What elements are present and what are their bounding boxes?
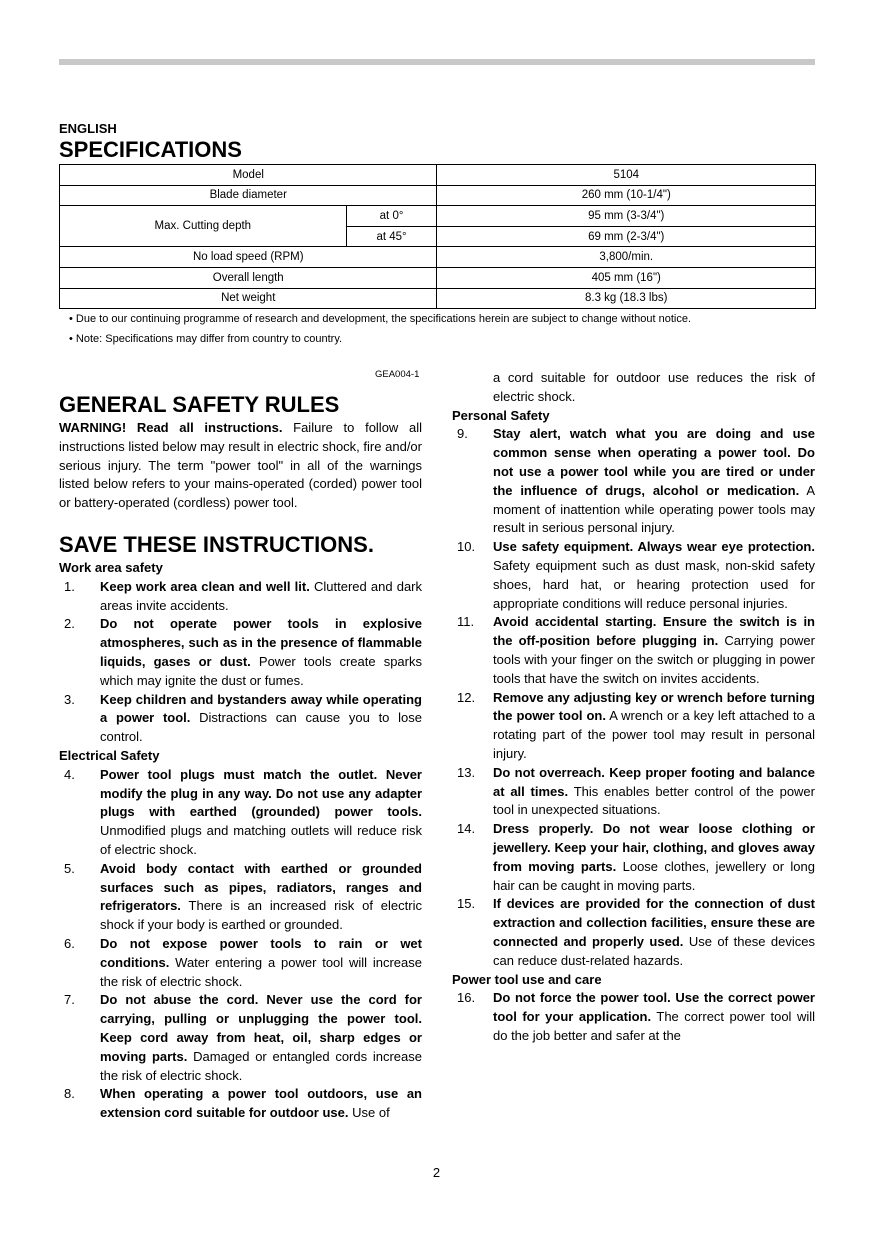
item-text: Cluttered and dark areas invite accidents. — [100, 578, 422, 613]
item-number: 9. — [457, 426, 468, 442]
item-number: 4. — [64, 766, 75, 782]
item-number: 15. — [457, 896, 476, 912]
list-item — [59, 991, 422, 1085]
item-number: 10. — [457, 539, 476, 555]
item-number: 3. — [64, 691, 75, 707]
item-text: Damaged or entangled cords increase the risk of electric shock. — [100, 1048, 422, 1083]
spec-sublabel: at 0° — [346, 206, 437, 227]
item-number: 6. — [64, 935, 75, 951]
left-column — [59, 391, 422, 1123]
item-lead: Avoid body contact with earthed or grounded surfaces such as pipes, radiators, ranges and refrigerators. — [100, 860, 422, 914]
list-item — [452, 895, 815, 970]
item-text: Power tools create sparks which may ignite the dust or fumes. — [100, 653, 422, 688]
spec-label: Net weight — [60, 288, 437, 309]
item-text: Safety equipment such as dust mask, non-skid safety shoes, hard hat, or hearing protection used for appropriate conditions will reduce personal injuries. — [493, 557, 815, 611]
spec-label: Overall length — [60, 267, 437, 288]
list-item — [452, 820, 815, 895]
item-lead: Do not overreach. Keep proper footing and balance at all times. — [493, 764, 815, 799]
warning-lead: WARNING! Read all instructions. — [59, 420, 283, 435]
item-number: 2. — [64, 616, 75, 632]
item-text: Unmodified plugs and matching outlets will reduce risk of electric shock. — [100, 823, 422, 857]
item-lead: When operating a power tool outdoors, use an extension cord suitable for outdoor use. — [100, 1086, 422, 1121]
spec-value: 69 mm (2-3/4") — [437, 226, 816, 247]
document-code: GEA004-1 — [375, 369, 420, 380]
list-item — [452, 538, 815, 613]
item-number: 5. — [64, 860, 75, 876]
item-lead: Remove any adjusting key or wrench before turning the power tool on. — [493, 689, 815, 724]
item-lead: Use safety equipment. Always wear eye protection. — [493, 539, 815, 555]
list-item — [59, 860, 422, 935]
list-item — [59, 615, 422, 690]
item-number: 11. — [457, 614, 475, 630]
spec-label: Max. Cutting depth — [60, 206, 347, 247]
item-text: Use of — [352, 1105, 390, 1121]
item-text: Distractions can cause you to lose control. — [100, 710, 422, 745]
page-number: 2 — [432, 1165, 441, 1180]
item-text: The correct power tool will do the job better and safer at the — [493, 1009, 815, 1043]
save-instructions-title: SAVE THESE INSTRUCTIONS. — [59, 531, 374, 557]
section-heading-electrical: Electrical Safety — [59, 747, 160, 763]
item-number: 16. — [457, 990, 476, 1006]
item-lead: Keep work area clean and well lit. — [100, 578, 310, 594]
section-heading-work-area: Work area safety — [59, 559, 163, 575]
specifications-title: SPECIFICATIONS — [59, 137, 242, 162]
spec-note: • Due to our continuing programme of research and development, the specifications herein are subject to change without notice. — [69, 313, 692, 325]
item-number: 7. — [64, 992, 75, 1008]
table-row — [60, 165, 816, 186]
warning-text: Failure to follow all instructions listed below may result in electric shock, fire and/or serious injury. The term "power tool" in all of the warnings listed below refers to your mains-operated (corded) power tool or battery-operated (cordless) power tool. — [59, 420, 422, 511]
spec-label: No load speed (RPM) — [60, 247, 437, 268]
spec-value: 405 mm (16") — [437, 267, 816, 288]
item-text: There is an increased risk of electric shock if your body is earthed or grounded. — [100, 898, 422, 933]
item-text: This enables better control of the power tool in unexpected situations. — [493, 783, 815, 818]
spec-value: 95 mm (3-3/4") — [437, 206, 816, 227]
list-item — [452, 613, 815, 688]
table-row — [60, 288, 816, 309]
language-label: ENGLISH — [59, 121, 117, 136]
list-item — [452, 689, 815, 764]
item-number: 12. — [457, 689, 476, 705]
spec-label: Model — [60, 165, 437, 186]
spec-value: 3,800/min. — [437, 247, 816, 268]
item-text: A wrench or a key left attached to a rotating part of the power tool may result in personal injury. — [493, 708, 816, 761]
item-lead: Do not abuse the cord. Never use the cord for carrying, pulling or unplugging the power tool. Keep cord away from heat, oil, sharp edges or moving parts. — [100, 992, 422, 1064]
warning-paragraph — [59, 419, 422, 513]
list-item — [59, 935, 422, 991]
item-lead: If devices are provided for the connection of dust extraction and collection facilities, ensure these are connected and properly used. — [493, 896, 815, 949]
item-lead: Dress properly. Do not wear loose clothing or jewellery. Keep your hair, clothing, and gloves away from moving parts. — [493, 821, 815, 874]
table-row — [60, 206, 816, 227]
item-lead: Power tool plugs must match the outlet. Never modify the plug in any way. Do not use any adapter plugs with earthed (grounded) power tools. — [100, 766, 422, 820]
item-lead: Do not force the power tool. Use the correct power tool for your application. — [493, 990, 815, 1025]
list-item — [59, 1085, 422, 1123]
spec-sublabel: at 45° — [346, 226, 437, 247]
spec-value: 260 mm (10-1/4") — [437, 185, 816, 206]
spec-note: • Note: Specifications may differ from country to country. — [69, 333, 343, 345]
item-lead: Avoid accidental starting. Ensure the switch is in the off-position before plugging in. — [493, 614, 815, 649]
list-item — [59, 766, 422, 860]
list-item — [452, 425, 815, 538]
spec-value: 8.3 kg (18.3 lbs) — [437, 288, 816, 309]
right-column — [452, 369, 815, 1046]
item-number: 1. — [64, 578, 75, 594]
item-lead: Stay alert, watch what you are doing and use common sense when operating a power tool. Do not use a power tool while you are tired or under the influence of drugs, alcohol or medication. — [493, 426, 815, 498]
list-item — [452, 989, 815, 1045]
item-number: 14. — [457, 821, 476, 837]
item-number: 13. — [457, 764, 476, 780]
list-item — [452, 764, 815, 820]
item-lead: Do not expose power tools to rain or wet conditions. — [100, 935, 422, 970]
item-continuation: a cord suitable for outdoor use reduces the risk of electric shock. — [493, 370, 815, 404]
item-text: A moment of inattention while operating power tools may result in serious personal injury. — [493, 482, 815, 536]
list-item — [59, 578, 422, 616]
item-text: Carrying power tools with your finger on the switch or plugging in power tools that have the switch on invites accidents. — [493, 633, 815, 686]
spec-label: Blade diameter — [60, 185, 437, 206]
item-text: Loose clothes, jewellery or long hair can be caught in moving parts. — [493, 858, 815, 893]
section-heading-personal: Personal Safety — [452, 407, 550, 423]
table-row — [60, 185, 816, 206]
header-rule — [59, 59, 815, 65]
safety-rules-title: GENERAL SAFETY RULES — [59, 392, 340, 417]
specifications-table — [59, 164, 816, 309]
item-number: 8. — [64, 1086, 75, 1102]
item-lead: Do not operate power tools in explosive atmospheres, such as in the presence of flammable liquids, gases or dust. — [100, 616, 422, 669]
list-item — [59, 691, 422, 747]
item-text: Use of these devices can reduce dust-related hazards. — [493, 933, 815, 968]
table-row — [60, 267, 816, 288]
table-row — [60, 247, 816, 268]
item-text: Water entering a power tool will increase the risk of electric shock. — [100, 954, 422, 989]
spec-value: 5104 — [437, 165, 816, 186]
item-lead: Keep children and bystanders away while operating a power tool. — [100, 691, 422, 726]
section-heading-tool-use: Power tool use and care — [452, 971, 602, 987]
